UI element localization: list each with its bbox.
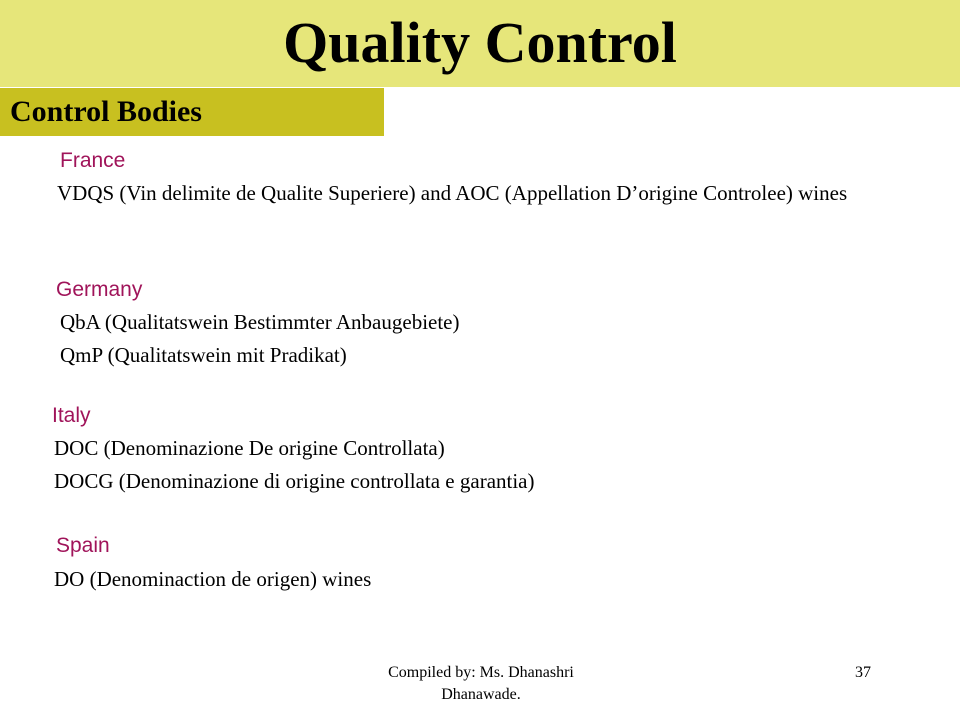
country-heading-germany: Germany xyxy=(56,278,143,301)
country-heading-spain: Spain xyxy=(56,534,110,557)
italy-line-docg: DOCG (Denominazione di origine controllata e garantia) xyxy=(54,469,535,493)
germany-line-qba: QbA (Qualitatswein Bestimmter Anbaugebiete) xyxy=(60,310,460,334)
country-heading-italy: Italy xyxy=(52,404,91,427)
country-heading-france: France xyxy=(60,149,126,172)
france-text: VDQS (Vin delimite de Qualite Superiere) and AOC (Appellation D’origine Controlee) wines xyxy=(57,181,848,205)
slide-subtitle: Control Bodies xyxy=(10,95,202,128)
slide-title: Quality Control xyxy=(283,10,677,75)
footer-credit: Compiled by: Ms. Dhanashri Dhanawade. xyxy=(388,664,574,703)
spain-line-do: DO (Denominaction de origen) wines xyxy=(54,567,372,591)
germany-line-qmp: QmP (Qualitatswein mit Pradikat) xyxy=(60,343,347,367)
italy-line-doc: DOC (Denominazione De origine Controllata) xyxy=(54,436,445,460)
page-number: 37 xyxy=(855,664,871,681)
